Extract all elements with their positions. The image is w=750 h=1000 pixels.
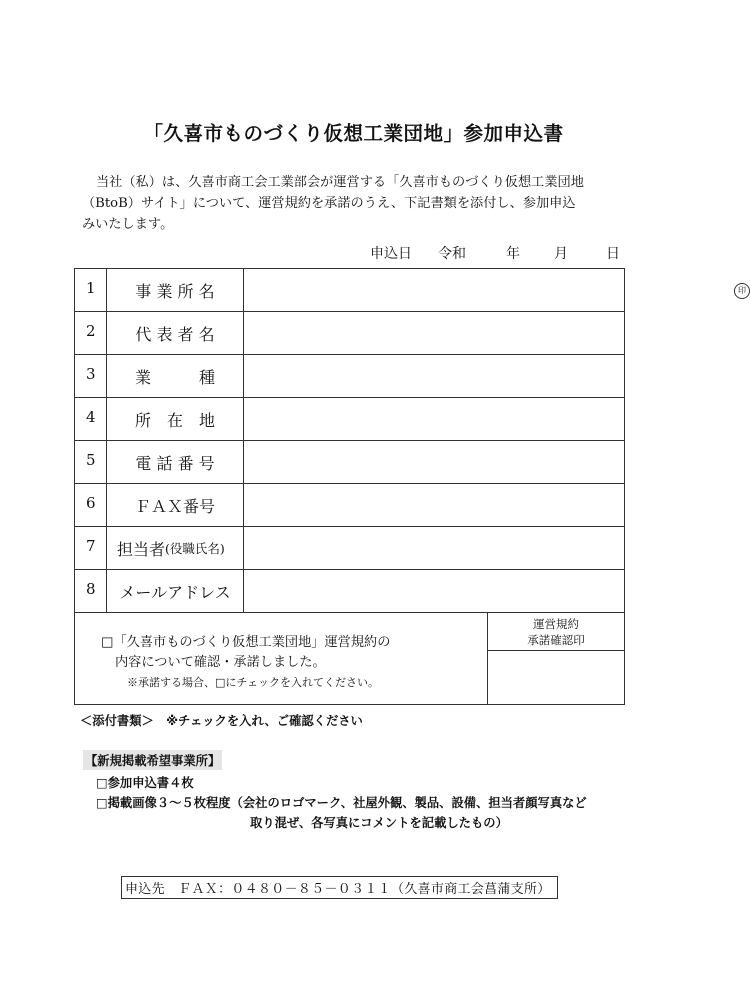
intro-line-3: みいたします。 <box>82 217 174 232</box>
seal-mark-icon: 印 <box>734 283 750 299</box>
row-number: 3 <box>75 355 107 397</box>
new-listing-section-label: 【新規掲載希望事業所】 <box>83 750 222 770</box>
approval-line-2: 承諾確認印 <box>527 633 585 647</box>
date-day[interactable]: 日 <box>606 246 620 262</box>
rules-confirmation-section <box>75 613 624 704</box>
intro-line-1: 当社（私）は、久喜市商工会工業部会が運営する「久喜市ものづくり仮想工業団地 <box>96 175 584 190</box>
approval-stamp-area[interactable] <box>488 651 624 703</box>
business-name-field[interactable] <box>244 269 746 311</box>
email-field[interactable] <box>244 570 624 612</box>
form-row-address <box>75 398 624 441</box>
submission-contact-box: 申込先 ＦＡＸ：０４８０－８５－０３１１（久喜市商工会菖蒲支所） <box>121 876 558 899</box>
date-era[interactable]: 令和 <box>438 246 466 262</box>
form-row-phone <box>75 441 624 484</box>
confirmation-checkbox-line[interactable]: □「久喜市ものづくり仮想工業団地」運営規約の <box>101 635 391 650</box>
intro-paragraph <box>82 172 630 235</box>
attachment-item-images-continued: 取り混ぜ、各写真にコメントを記載したもの） <box>250 816 508 830</box>
attachments-heading: ＜添付書類＞ ※チェックを入れ、ご確認ください <box>80 714 363 728</box>
intro-line-2: （BtoB）サイト」について、運営規約を承諾のうえ、下記書類を添付し、参加申込 <box>82 196 576 211</box>
form-row-business-name <box>75 269 746 312</box>
application-form-table <box>74 268 746 705</box>
row-number: 6 <box>75 484 107 526</box>
phone-field[interactable] <box>244 441 624 483</box>
representative-field[interactable] <box>244 312 624 354</box>
row-number: 7 <box>75 527 107 569</box>
row-label: 電 話 番 号 <box>107 441 244 483</box>
row-number: 5 <box>75 441 107 483</box>
form-row-industry <box>75 355 624 398</box>
rules-confirmation-text[interactable] <box>101 633 390 673</box>
form-row-representative <box>75 312 624 355</box>
attachment-item-application[interactable]: □参加申込書４枚 <box>96 776 194 790</box>
industry-field[interactable] <box>244 355 624 397</box>
confirmation-note: ※承諾する場合、□にチェックを入れてください。 <box>127 676 380 689</box>
contact-person-field[interactable] <box>244 527 624 569</box>
row-number: 8 <box>75 570 107 612</box>
row-label: ＦＡＸ番号 <box>107 484 244 526</box>
contact-person-sublabel: (役職氏名) <box>165 541 225 556</box>
row-label: 所 在 地 <box>107 398 244 440</box>
row-label: 代 表 者 名 <box>107 312 244 354</box>
contact-person-label: 担当者 <box>117 539 166 559</box>
row-label <box>107 527 244 569</box>
row-number: 4 <box>75 398 107 440</box>
row-label: メールアドレス <box>107 570 244 612</box>
row-label: 業 種 <box>107 355 244 397</box>
date-month[interactable]: 月 <box>554 246 568 262</box>
row-number: 2 <box>75 312 107 354</box>
row-number: 1 <box>75 269 107 311</box>
date-year[interactable]: 年 <box>506 246 520 262</box>
row-label: 事 業 所 名 <box>107 269 244 311</box>
approval-line-1: 運営規約 <box>533 617 579 631</box>
approval-stamp-header <box>488 613 624 651</box>
address-field[interactable] <box>244 398 624 440</box>
date-label: 申込日 <box>370 246 412 262</box>
form-row-contact-person <box>75 527 624 570</box>
fax-field[interactable] <box>244 484 624 526</box>
form-row-fax <box>75 484 624 527</box>
confirmation-line-2: 内容について確認・承諾しました。 <box>115 655 326 670</box>
page-title: 「久喜市ものづくり仮想工業団地」参加申込書 <box>143 122 564 145</box>
form-row-email <box>75 570 624 613</box>
attachment-item-images[interactable]: □掲載画像３～５枚程度（会社のロゴマーク、社屋外観、製品、設備、担当者顔写真など <box>96 796 587 810</box>
approval-stamp-box <box>487 613 624 704</box>
